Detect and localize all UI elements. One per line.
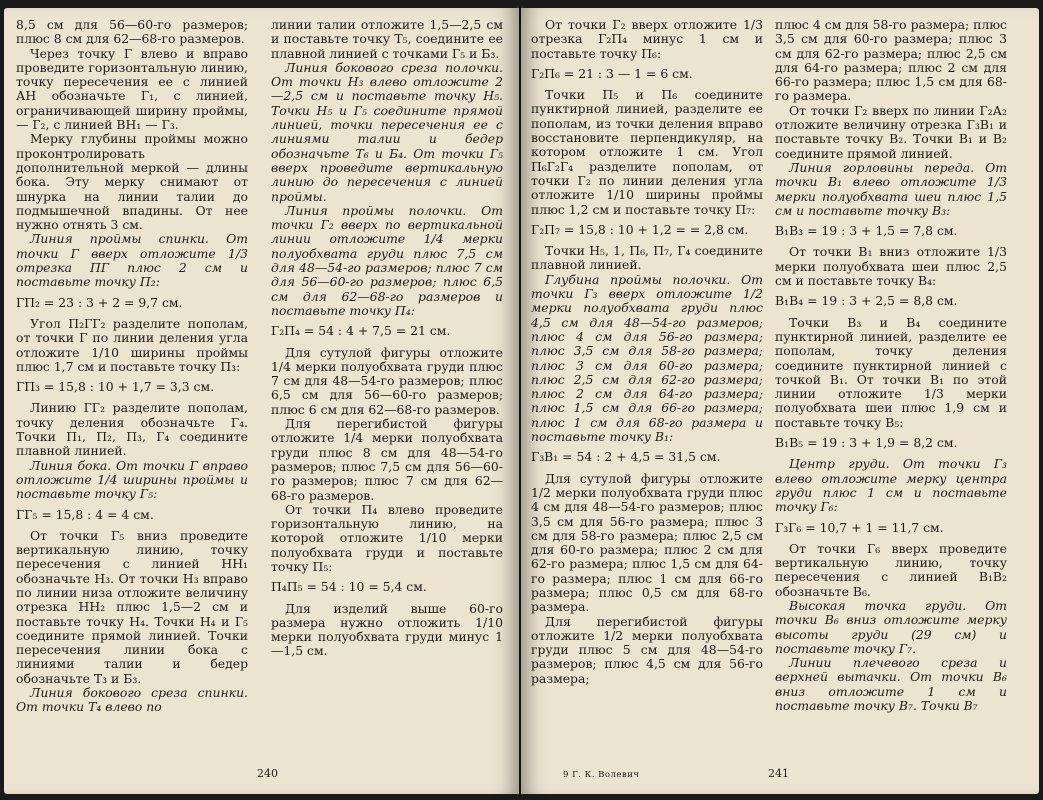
continued-paragraph: 8,5 см для 56—60-го размеров; плюс 8 см для 62—68-го размеров. [16,17,248,47]
left-page-column-1 [16,18,248,715]
formula-line: П₄П₅ = 54 : 10 = 5,4 см. [271,579,427,595]
section-paragraph: Линия проймы спинки. От точки Г вверх отложите 1/3 отрезка ПГ плюс 2 см и поставьте точку П₂: [16,231,248,290]
section-paragraph: Линия бока. От точки Г вправо отложите 1/4 ширины проймы и поставьте точку Г₅: [16,457,248,502]
section-paragraph: Линии плечевого среза и верхней вытачки. От точки В₆ вниз отложите 1 см и поставьте точку В₇. Точки В₇ [775,655,1007,714]
right-page-column-2 [775,18,1007,713]
paragraph: От точки П₄ влево проведите горизонтальную линию, на которой отложите 1/10 мерки полуобхвата груди и поставьте точку П₅: [271,501,503,574]
formula-line: ГГ₅ = 15,8 : 4 = 4 см. [16,506,154,522]
right-page-column-1 [531,18,763,686]
section-paragraph: Линия проймы полочки. От точки Г₂ вверх по вертикальной линии отложите 1/4 мерки полуобхвата груди плюс 7,5 см для 48—54-го размеров; плюс 7 см для 56—60-го размеров; плюс 6,5 см для 62—68-го размеров и поставьте точку П₄: [271,202,503,318]
paragraph: Точки В₃ и В₄ соедините пунктирной линией, разделите ее пополам, точку деления соедините пунктирной линией с точкой В₁. От точки В₁ по этой линии отложите 1/3 мерки полуобхвата шеи плюс 1,9 см и поставьте точку В₅: [775,314,1007,430]
continued-paragraph: линии талии отложите 1,5—2,5 см и поставьте точку Т₅, соедините ее плавной линией с точками Г₅ и Б₃. [271,17,503,61]
section-paragraph: Линия бокового среза полочки. От точки Н₃ влево отложите 2—2,5 см и поставьте точку Н₅. Точки Н₅ и Г₅ соедините прямой линией, точки пересечения ее с линиями талии и бедер обозначьте Т₆ и Б₄. От точки Г₅ вверх проведите вертикальную линию до пересечения с линией проймы. [271,59,503,204]
formula-line: Г₃Г₆ = 10,7 + 1 = 11,7 см. [775,519,944,535]
formula-line: Г₃В₁ = 54 : 2 + 4,5 = 31,5 см. [531,449,721,465]
paragraph: Точки П₅ и П₆ соедините пунктирной линией, разделите ее пополам, из точки деления вправо восстановите перпендикуляр, на котором отложите 1 см. Угол П₆Г₂Г₄ разделите пополам, от точки Г₂ по линии деления угла отложите 1/10 ширины проймы плюс 1,2 см и поставьте точку П₇: [531,87,763,217]
formula-line: В₁В₃ = 19 : 3 + 1,5 = 7,8 см. [775,223,958,239]
left-page [4,8,519,794]
paragraph: Для изделий выше 60-го размера нужно отложить 1/10 мерки полуобхвата груди минус 1—1,5 см. [271,600,503,659]
section-paragraph: Высокая точка груди. От точки В₆ вниз отложите мерку высоты груди (29 см) и поставьте точку Г₇. [775,597,1007,656]
formula-line: Г₂П₆ = 21 : 3 — 1 = 6 см. [531,65,693,81]
paragraph: Точки Н₅, 1, П₆, П₇, Г₄ соедините плавной линией. [531,243,763,273]
paragraph: От точки Г₂ вверх по линии Г₂А₂ отложите величину отрезка Г₃В₁ и поставьте точку В₂. Точки В₁ и В₂ соедините прямой линией. [775,102,1007,161]
paragraph: Для сутулой фигуры отложите 1/2 мерки полуобхвата груди плюс 4 см для 48—54-го размеров; плюс 3,5 см для 56-го размера; плюс 3 см для 58-го размера; плюс 2,5 см для 60-го размера; плюс 2 см для 62-го размера; плюс 1,5 см для 64-го размера; плюс 1 см для 66-го размера; плюс 0,5 см для 68-го размера. [531,470,763,615]
section-paragraph: Центр груди. От точки Г₃ влево отложите мерку центра груди плюс 1 см и поставьте точку Г₆: [775,456,1007,515]
paragraph: Мерку глубины проймы можно проконтролировать дополнительной меркой — длины бока. Эту мерку снимают от шнурка на линии талии до подмышечной впадины. От нее нужно отнять 3 см. [16,131,248,233]
page-number-left: 240 [257,767,278,780]
formula-line: Г₂П₄ = 54 : 4 + 7,5 = 21 см. [271,323,451,339]
section-paragraph: Линия горловины переда. От точки В₁ влево отложите 1/3 мерки полуобхвата шеи плюс 1,5 см и поставьте точку В₃: [775,159,1007,218]
paragraph: Для перегибистой фигуры отложите 1/4 мерки полуобхвата груди плюс 8 см для 48—54-го размеров; плюс 7,5 см для 56—60-го размеров; плюс 7 см для 62—68-го размеров. [271,416,503,503]
paragraph: От точки Г₆ вверх проведите вертикальную линию, точку пересечения с линией В₁В₂ обозначьте В₆. [775,540,1007,599]
paragraph: От точки Г₅ вниз проведите вертикальную линию, точку пересечения с линией НН₁ обозначьте Н₃. От точки Н₃ вправо по линии низа отложите величину отрезка НН₂ плюс 1,5—2 см и поставьте точку Н₄. Точки Н₄ и Г₅ соедините прямой линией. Точки пересечения линии бока с линиями талии и бедер обозначьте Т₃ и Б₃. [16,527,248,686]
formula-line: Г₂П₇ = 15,8 : 10 + 1,2 = = 2,8 см. [531,221,749,237]
left-page-column-2 [271,18,503,659]
paragraph: Угол П₂ГГ₂ разделите пополам, от точки Г по линии деления угла отложите 1/10 ширины проймы плюс 1,7 см и поставьте точку П₃: [16,315,248,374]
section-paragraph: Линия бокового среза спинки. От точки Т₄ влево по [16,685,248,715]
paragraph: Для перегибистой фигуры отложите 1/2 мерки полуобхвата груди плюс 5 см для 48—54-го размеров; плюс 4,5 см для 56-го размера; [531,613,763,686]
formula-line: В₁В₅ = 19 : 3 + 1,9 = 8,2 см. [775,435,958,451]
paragraph: Линию ГГ₂ разделите пополам, точку деления обозначьте Г₄. Точки П₁, П₂, П₃, Г₄ соедините плавной линией. [16,400,248,459]
paragraph: От точки Г₂ вверх отложите 1/3 отрезка Г₂П₄ минус 1 см и поставьте точку П₆: [531,17,763,61]
printer-signature-mark: 9 Г. К. Волевич [563,770,640,780]
right-page [521,8,1039,794]
paragraph: Через точку Г влево и вправо проведите горизонтальную линию, точку пересечения ее с линией АН обозначьте Г₁, с линией, ограничивающей ширину проймы, — Г₂, с линией ВН₁ — Г₃. [16,45,248,133]
section-paragraph: Глубина проймы полочки. От точки Г₃ вверх отложите 1/2 мерки полуобхвата груди плюс 4,5 см для 48—54-го размеров; плюс 4 см для 56-го размера; плюс 3,5 см для 58-го размера; плюс 3 см для 60-го размера; плюс 2,5 см для 62-го размера; плюс 2 см для 64-го размера; плюс 1,5 см для 66-го размера; плюс 1 см для 68-го размера и поставьте точку В₁: [531,271,763,445]
paragraph: От точки В₁ вниз отложите 1/3 мерки полуобхвата шеи плюс 2,5 см и поставьте точку В₄: [775,244,1007,289]
page-number-right: 241 [768,767,789,780]
continued-paragraph: плюс 4 см для 58-го размера; плюс 3,5 см для 60-го размера; плюс 3 см для 62-го размера; плюс 2,5 см для 64-го размера; плюс 2 см для 66-го размера; плюс 1,5 см для 68-го размера. [775,17,1007,104]
formula-line: В₁В₄ = 19 : 3 + 2,5 = 8,8 см. [775,293,958,309]
formula-line: ГП₃ = 15,8 : 10 + 1,7 = 3,3 см. [16,379,215,395]
formula-line: ГП₂ = 23 : 3 + 2 = 9,7 см. [16,294,183,310]
paragraph: Для сутулой фигуры отложите 1/4 мерки полуобхвата груди плюс 7 см для 48—54-го размеров; плюс 6,5 см для 56—60-го размеров; плюс 6 см для 62—68-го размеров. [271,344,503,417]
